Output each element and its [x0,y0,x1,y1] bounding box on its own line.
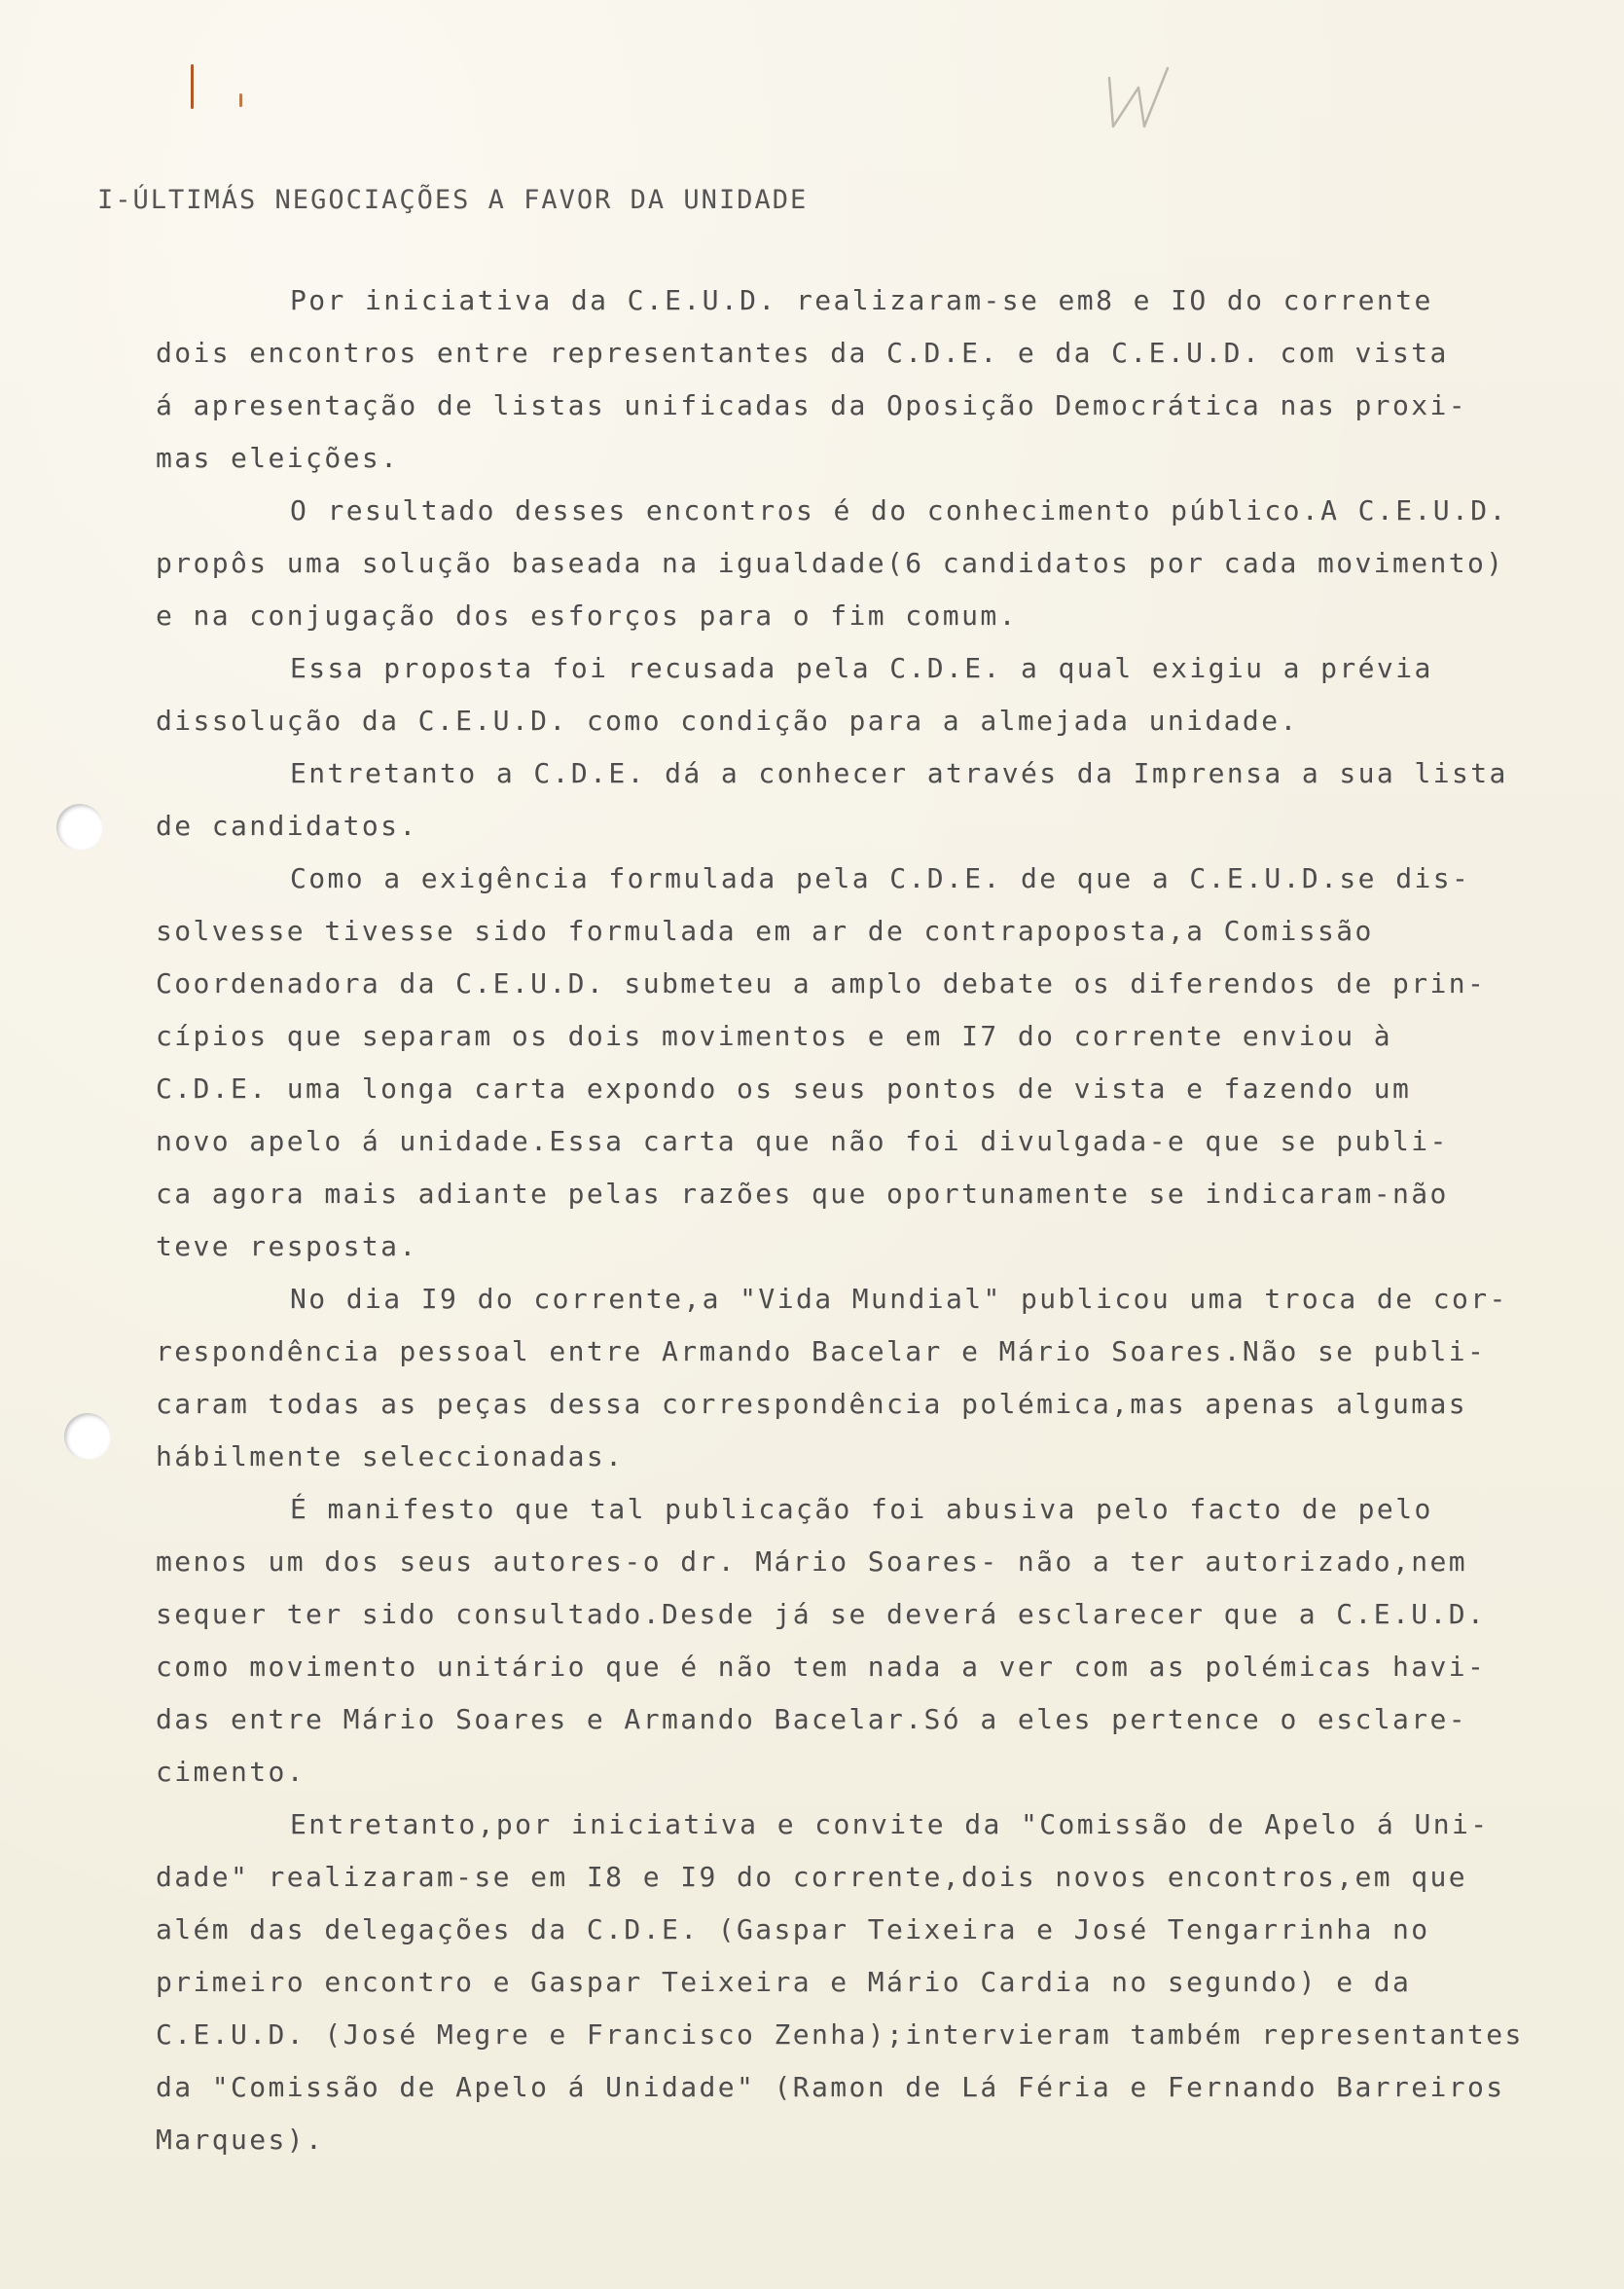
text-line: cimento. [156,1756,307,1788]
text-line: e na conjugação dos esforços para o fim comum. [156,600,1018,632]
text-line: Essa proposta foi recusada pela C.D.E. a qual exigiu a prévia [290,652,1433,684]
text-line: respondência pessoal entre Armando Bacelar e Mário Soares.Não se publi- [156,1335,1487,1367]
text-line: solvesse tivesse sido formulada em ar de contrapoposta,a Comissão [156,915,1374,947]
text-line: menos um dos seus autores-o dr. Mário Soares- não a ter autorizado,nem [156,1545,1468,1578]
text-line: C.D.E. uma longa carta expondo os seus pontos de vista e fazendo um [156,1072,1412,1105]
text-line: No dia I9 do corrente,a "Vida Mundial" publicou uma troca de cor- [290,1283,1508,1315]
section-heading: I-ÚLTIMÁS NEGOCIAÇÕES A FAVOR DA UNIDADE [97,185,809,215]
punch-hole-upper [56,804,103,851]
text-line: Coordenadora da C.E.U.D. submeteu a amplo debate os diferendos de prin- [156,967,1487,999]
text-line: da "Comissão de Apelo á Unidade" (Ramon de Lá Féria e Fernando Barreiros [156,2071,1505,2103]
text-line: Entretanto,por iniciativa e convite da "Comissão de Apelo á Uni- [290,1808,1490,1840]
text-line: dissolução da C.E.U.D. como condição para a almejada unidade. [156,705,1299,737]
text-line: novo apelo á unidade.Essa carta que não foi divulgada-e que se publi- [156,1125,1449,1157]
punch-hole-lower [64,1413,111,1460]
text-line: além das delegações da C.D.E. (Gaspar Teixeira e José Tengarrinha no [156,1913,1430,1945]
pencil-mark-small [239,93,242,107]
text-line: propôs uma solução baseada na igualdade(6 candidatos por cada movimento) [156,547,1505,579]
text-line: Entretanto a C.D.E. dá a conhecer através da Imprensa a sua lista [290,757,1508,789]
text-line: primeiro encontro e Gaspar Teixeira e Mário Cardia no segundo) e da [156,1966,1412,1998]
text-line: caram todas as peças dessa correspondência polémica,mas apenas algumas [156,1388,1468,1420]
text-line: O resultado desses encontros é do conhecimento público.A C.E.U.D. [290,494,1508,527]
text-line: mas eleições. [156,442,400,474]
pencil-mark [191,64,194,109]
text-line: sequer ter sido consultado.Desde já se deverá esclarecer que a C.E.U.D. [156,1598,1487,1630]
text-line: Como a exigência formulada pela C.D.E. de que a C.E.U.D.se dis- [290,862,1471,894]
text-line: das entre Mário Soares e Armando Bacelar.Só a eles pertence o esclare- [156,1703,1468,1735]
text-line: hábilmente seleccionadas. [156,1440,625,1472]
text-line: Marques). [156,2124,325,2156]
text-line: Por iniciativa da C.E.U.D. realizaram-se em8 e IO do corrente [290,284,1433,316]
text-line: como movimento unitário que é não tem nada a ver com as polémicas havi- [156,1651,1487,1683]
text-line: É manifesto que tal publicação foi abusiva pelo facto de pelo [290,1493,1433,1525]
pencil-scribble [1100,58,1177,146]
text-line: cípios que separam os dois movimentos e em I7 do corrente enviou à [156,1020,1392,1052]
text-line: dade" realizaram-se em I8 e I9 do corrente,dois novos encontros,em que [156,1861,1468,1893]
text-line: teve resposta. [156,1230,418,1262]
text-line: dois encontros entre representantes da C.D.E. e da C.E.U.D. com vista [156,337,1449,369]
text-line: C.E.U.D. (José Megre e Francisco Zenha);intervieram também representantes [156,2018,1524,2051]
text-line: de candidatos. [156,810,418,842]
text-line: á apresentação de listas unificadas da Oposição Democrática nas proxi- [156,389,1468,421]
text-line: ca agora mais adiante pelas razões que oportunamente se indicaram-não [156,1178,1449,1210]
